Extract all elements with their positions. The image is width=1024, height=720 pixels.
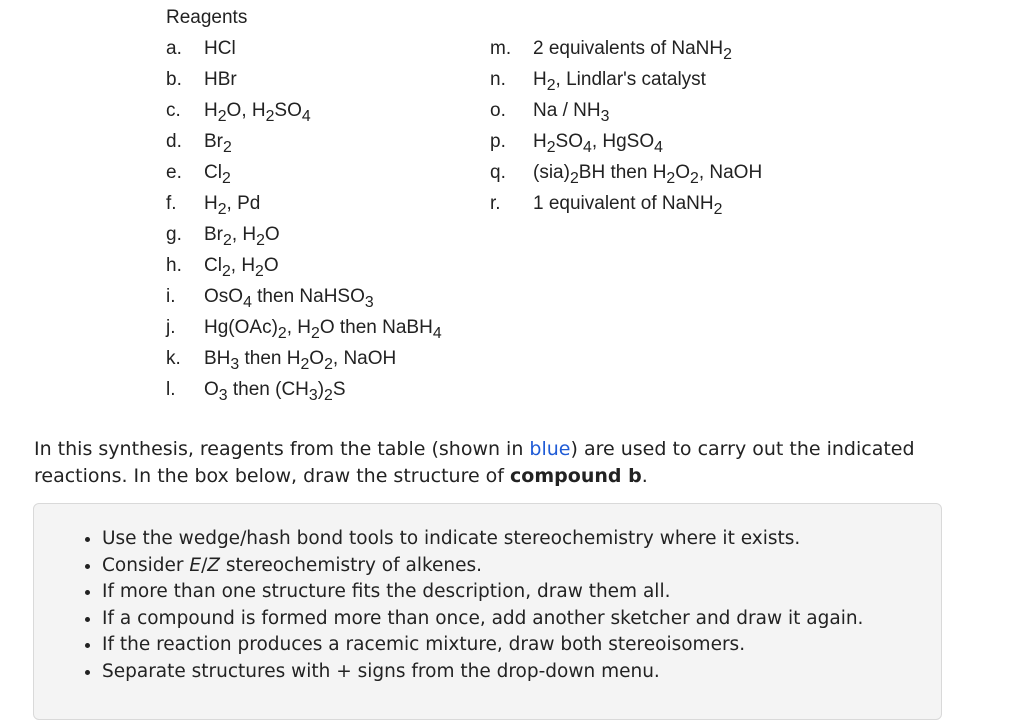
guideline-item: • Use the wedge/hash bond tools to indicate stereochemistry where it exists. [102,526,941,553]
reagent-item [166,376,346,404]
reagent-formula: $H_2$, Lindlar's catalyst [533,69,706,94]
reagent-item [166,221,280,249]
reagent-letter: p. [490,131,506,152]
reagent-letter: m. [490,38,512,59]
reagent-letter: k. [166,348,181,369]
reagent-item [166,128,232,156]
reagent-item [490,190,722,218]
reagent-letter: r. [490,193,501,214]
reagent-item [490,97,609,125]
reagent-formula: $Hg(OAc)_2$, $H_2O$ then NaBH$_4$ [204,317,442,342]
reagent-item [490,128,663,156]
reagent-item [166,97,311,125]
reagent-letter: g. [166,224,182,245]
reagent-letter: d. [166,131,182,152]
reagent-letter: n. [490,69,506,90]
reagent-item [166,190,260,218]
reagent-formula: 2 equivalents of NaNH$_2$ [533,38,732,63]
instruction-text [34,436,994,490]
reagent-item [166,283,374,311]
reagent-formula: $Br_2$, $H_2O$ [204,224,280,249]
reagent-formula: Na / $NH_3$ [533,100,610,125]
reagent-letter: c. [166,100,181,121]
reagent-formula: $H_2SO_4$, HgSO$_4$ [533,131,663,156]
reagent-letter: f. [166,193,177,214]
reagent-formula: $O_3$ then $(CH_3)_2S$ [204,379,346,404]
guideline-item: • Separate structures with + signs from the drop-down menu. [102,659,941,686]
reagent-formula: $Br_2$ [204,131,232,156]
reagent-formula: $H_2$, Pd [204,193,261,218]
reagent-formula: $Cl_2$ [204,162,231,187]
reagent-formula: 1 equivalent of NaNH$_2$ [533,193,723,218]
instruction-part1: In this synthesis, reagents from the table (shown in [34,438,530,460]
reagent-letter: o. [490,100,506,121]
reagent-letter: e. [166,162,182,183]
reagent-letter: i. [166,286,176,307]
reagent-item [490,66,706,94]
reagent-formula: $BH_3$ then $H_2O_2$, NaOH [204,348,397,373]
reagent-letter: q. [490,162,506,183]
reagent-formula: HBr [204,69,237,90]
reagent-item [166,159,231,187]
reagent-item [166,66,237,94]
instruction-bold: compound b [510,465,642,487]
instruction-blue-word: blue [529,438,571,460]
guidelines-list [34,504,941,685]
guidelines-panel [33,503,942,720]
reagent-formula: $(sia)_2BH$ then $H_2O_2$, NaOH [533,162,763,187]
guideline-item: • If more than one structure fits the description, draw them all. [102,579,941,606]
reagent-letter: a. [166,38,182,59]
instruction-part3: . [641,465,648,487]
reagent-item [166,345,396,373]
guideline-item: • If the reaction produces a racemic mixture, draw both stereoisomers. [102,632,941,659]
reagent-letter: l. [166,379,176,400]
reagent-item [166,314,442,342]
reagents-title: Reagents [166,7,248,28]
reagent-formula: HCl [204,38,236,59]
reagent-letter: h. [166,255,182,276]
guideline-item: • Consider E/Z stereochemistry of alkenes. [102,553,941,580]
instruction-part2: ) are used to carry out the indicated reactions. In the box below, draw the structure of [34,438,915,487]
reagent-formula: $H_2O$, $H_2SO_4$ [204,100,311,125]
reagent-item [166,252,279,280]
guideline-item: • If a compound is formed more than once, add another sketcher and draw it again. [102,606,941,633]
reagent-formula: OsO$_4$ then NaHSO$_3$ [204,286,374,311]
reagent-formula: $Cl_2$, $H_2O$ [204,255,279,280]
reagent-letter: j. [166,317,176,338]
reagent-item [490,159,762,187]
reagent-item [490,35,732,63]
reagent-letter: b. [166,69,182,90]
reagent-item [166,35,236,63]
